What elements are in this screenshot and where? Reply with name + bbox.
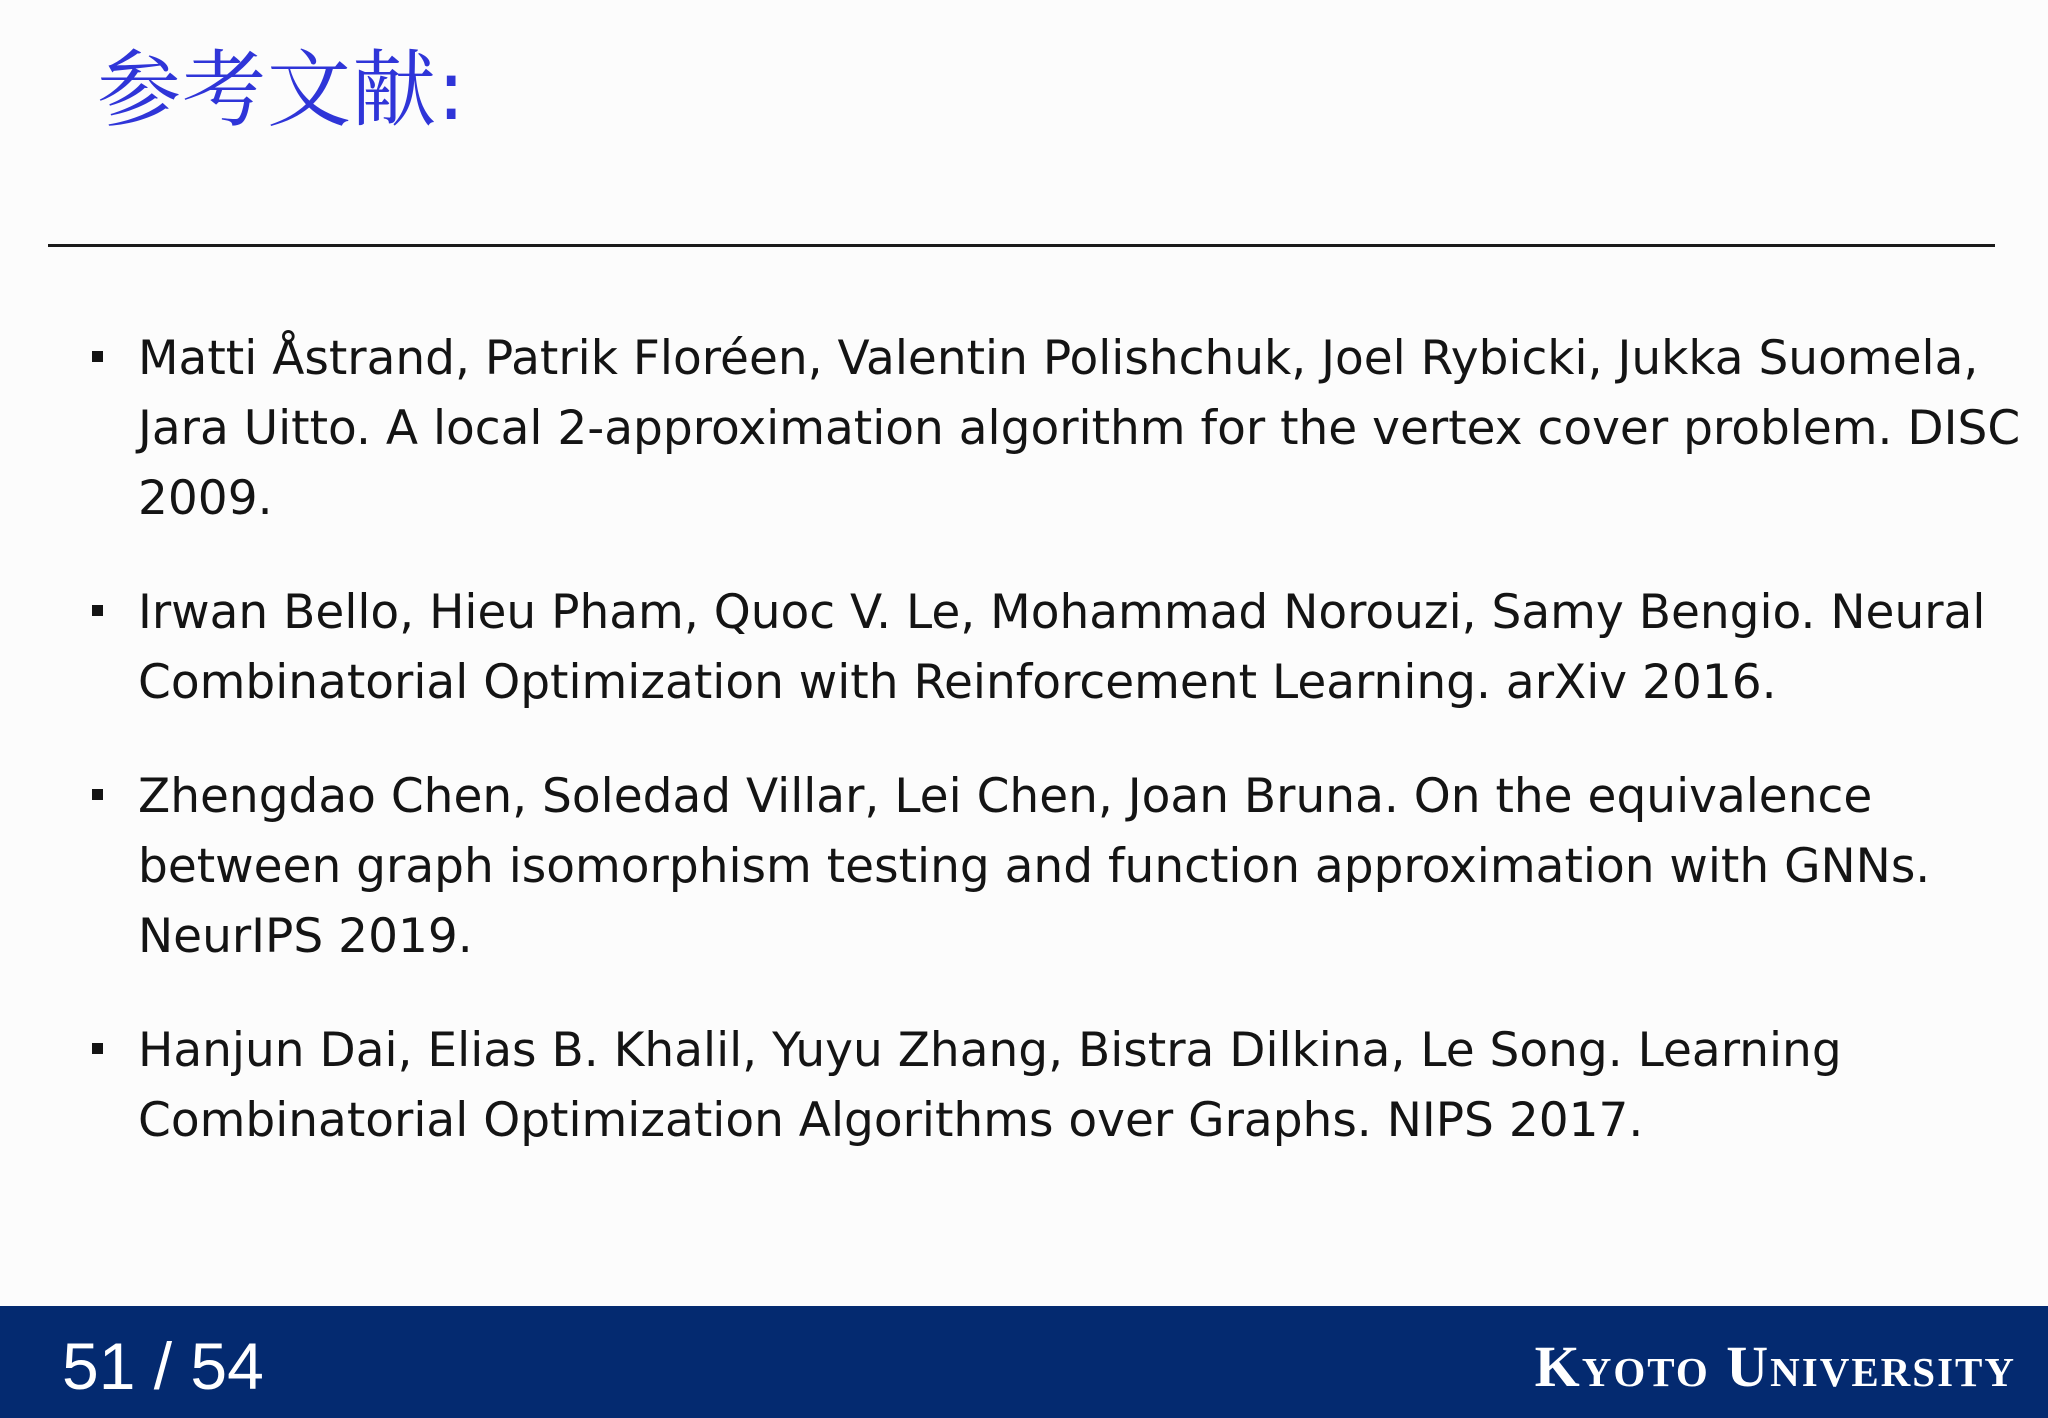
square-bullet-icon — [92, 605, 103, 616]
university-logo: Kyoto University — [1534, 1334, 2016, 1399]
reference-line: Irwan Bello, Hieu Pham, Quoc V. Le, Mohammad Norouzi, Samy Bengio. Neural — [138, 585, 1986, 640]
page-indicator: 51 / 54 — [62, 1329, 264, 1403]
reference-line: Combinatorial Optimization Algorithms over Graphs. NIPS 2017. — [138, 1093, 1644, 1148]
reference-item — [92, 1016, 2012, 1156]
reference-line: Jara Uitto. A local 2-approximation algorithm for the vertex cover problem. DISC — [138, 401, 2021, 456]
reference-line: Combinatorial Optimization with Reinforcement Learning. arXiv 2016. — [138, 655, 1777, 710]
square-bullet-icon — [92, 351, 103, 362]
title-divider — [48, 244, 1995, 247]
reference-item — [92, 324, 2021, 534]
footer-bar — [0, 1306, 2048, 1418]
reference-line: Hanjun Dai, Elias B. Khalil, Yuyu Zhang, Bistra Dilkina, Le Song. Learning — [138, 1023, 1842, 1078]
reference-line: between graph isomorphism testing and function approximation with GNNs. — [138, 839, 1931, 894]
reference-item — [92, 762, 2012, 972]
reference-line: 2009. — [138, 471, 273, 526]
reference-line: NeurIPS 2019. — [138, 909, 473, 964]
reference-item — [92, 578, 2012, 718]
reference-list — [92, 324, 2021, 1156]
reference-line: Matti Åstrand, Patrik Floréen, Valentin Polishchuk, Joel Rybicki, Jukka Suomela, — [138, 331, 1979, 386]
slide-title: 参考文献: — [97, 41, 467, 139]
reference-line: Zhengdao Chen, Soledad Villar, Lei Chen, Joan Bruna. On the equivalence — [138, 769, 1873, 824]
square-bullet-icon — [92, 1043, 103, 1054]
square-bullet-icon — [92, 789, 103, 800]
